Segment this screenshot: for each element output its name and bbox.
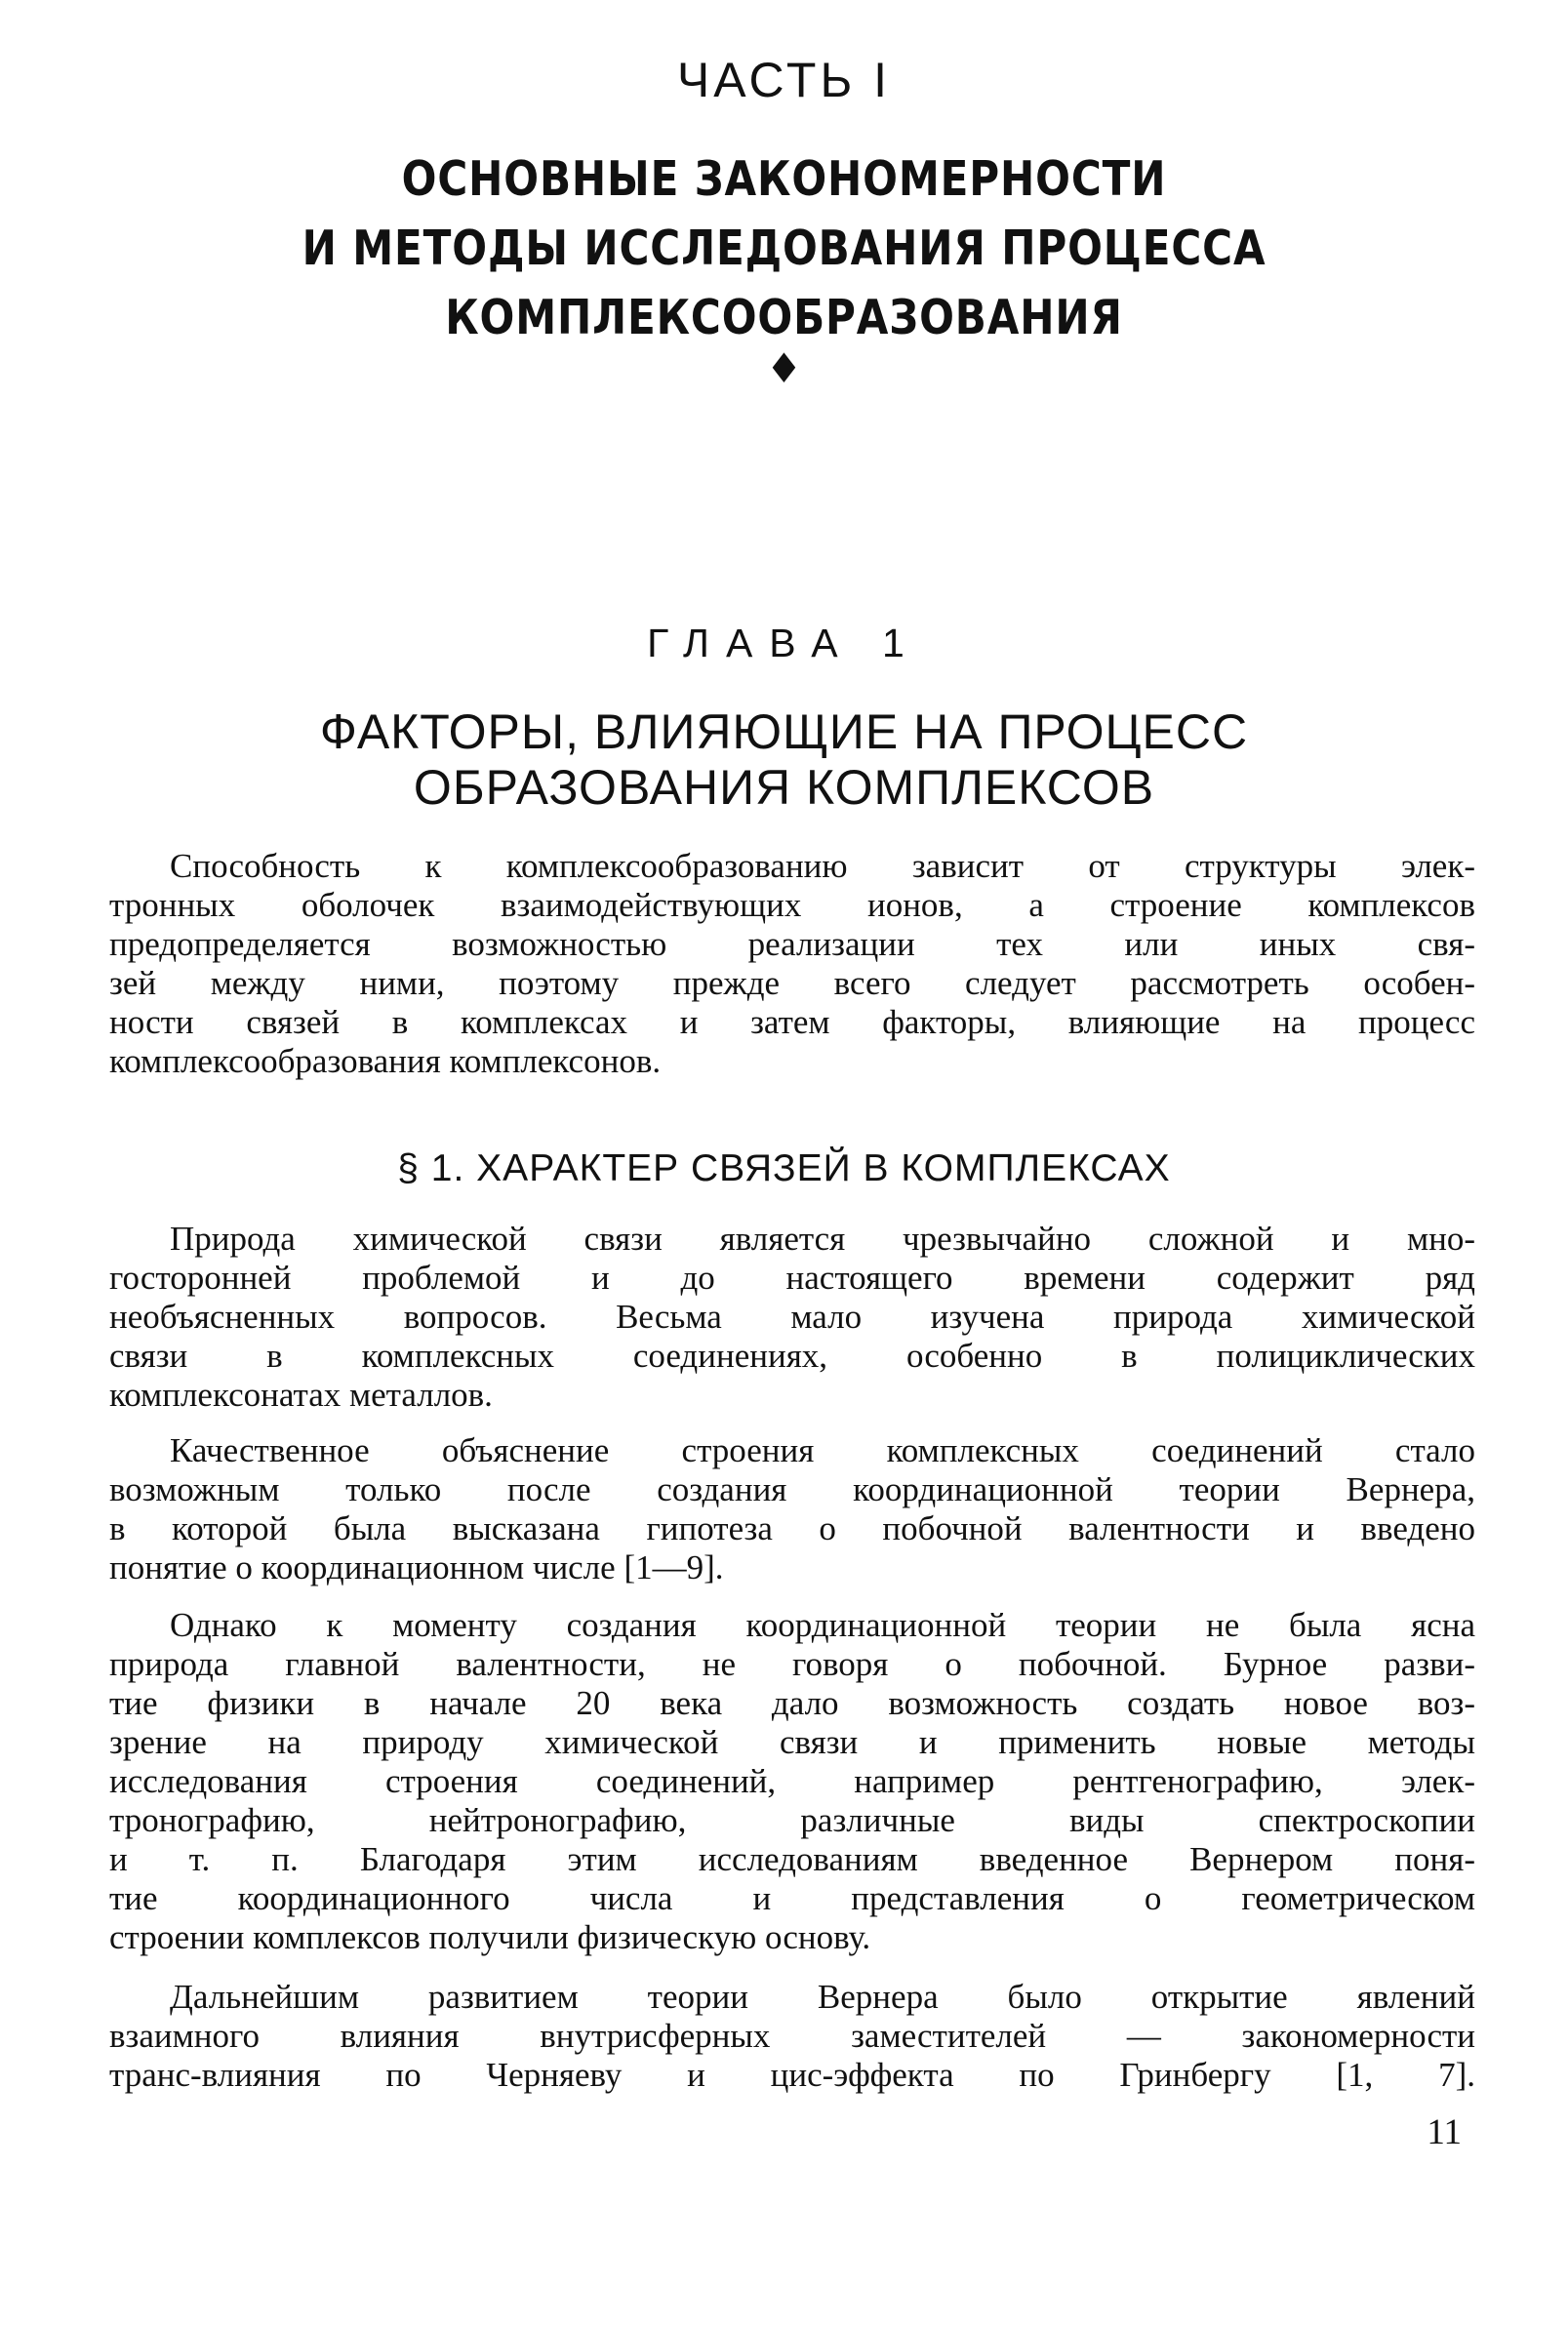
- text-line: госторонней проблемой и до настоящего времени содержит ряд: [109, 1259, 1475, 1297]
- text-line: строении комплексов получили физическую основу.: [109, 1918, 871, 1956]
- text-line: Дальнейшим развитием теории Вернера было открытие явлений: [170, 1978, 1475, 2016]
- intro-paragraph: [109, 847, 1475, 1081]
- chapter-title-line: ФАКТОРЫ, ВЛИЯЮЩИЕ НА ПРОЦЕСС: [319, 704, 1249, 759]
- text-line: комплексонатах металлов.: [109, 1376, 493, 1414]
- chapter-title-line: ОБРАЗОВАНИЯ КОМПЛЕКСОВ: [413, 760, 1155, 815]
- chapter-label: ГЛАВА 1: [647, 621, 921, 665]
- text-line: ности связей в комплексах и затем факторы, влияющие на процесс: [109, 1003, 1475, 1041]
- text-line: Качественное объяснение строения комплексных соединений стало: [170, 1431, 1475, 1469]
- part-title-line: ОСНОВНЫЕ ЗАКОНОМЕРНОСТИ: [401, 151, 1167, 207]
- text-line: в которой была высказана гипотеза о побочной валентности и введено: [109, 1509, 1475, 1547]
- text-line: Способность к комплексообразованию зависит от структуры элек-: [170, 847, 1475, 885]
- body-paragraph: [109, 1220, 1475, 1415]
- text-line: Однако к моменту создания координационной теории не была ясна: [170, 1606, 1475, 1644]
- text-line: комплексообразования комплексонов.: [109, 1042, 662, 1080]
- text-line: Природа химической связи является чрезвычайно сложной и мно-: [170, 1220, 1475, 1258]
- text-line: необъясненных вопросов. Весьма мало изучена природа химической: [109, 1298, 1475, 1336]
- part-label: ЧАСТЬ I: [676, 53, 892, 107]
- page-number: 11: [1427, 2112, 1462, 2152]
- text-line: связи в комплексных соединениях, особенно в полициклических: [109, 1337, 1475, 1375]
- text-line: природа главной валентности, не говоря о побочной. Бурное разви-: [109, 1645, 1475, 1683]
- text-line: предопределяется возможностью реализации тех или иных свя-: [109, 925, 1475, 963]
- diamond-ornament-icon: ♦: [765, 344, 803, 392]
- text-line: тронных оболочек взаимодействующих ионов, а строение комплексов: [109, 886, 1475, 924]
- text-line: тронографию, нейтронографию, различные виды спектроскопии: [109, 1801, 1475, 1839]
- body-paragraph: [109, 1978, 1475, 2095]
- part-title: [109, 144, 1458, 352]
- section-title: § 1. ХАРАКТЕР СВЯЗЕЙ В КОМПЛЕКСАХ: [397, 1147, 1171, 1189]
- chapter-title: [0, 704, 1568, 816]
- text-line: исследования строения соединений, например рентгенографию, элек-: [109, 1762, 1475, 1800]
- text-line: зей между ними, поэтому прежде всего следует рассмотреть особен-: [109, 964, 1475, 1002]
- text-line: и т. п. Благодаря этим исследованиям введенное Вернером поня-: [109, 1840, 1475, 1878]
- text-line: тие физики в начале 20 века дало возможность создать новое воз-: [109, 1684, 1475, 1722]
- text-line: транс-влияния по Черняеву и цис-эффекта по Гринбергу [1, 7].: [109, 2056, 1475, 2094]
- part-title-line: И МЕТОДЫ ИССЛЕДОВАНИЯ ПРОЦЕССА: [302, 221, 1266, 276]
- text-line: тие координационного числа и представления о геометрическом: [109, 1879, 1475, 1917]
- text-line: понятие о координационном числе [1—9].: [109, 1548, 724, 1586]
- text-line: зрение на природу химической связи и применить новые методы: [109, 1723, 1475, 1761]
- body-paragraph: [109, 1606, 1475, 1957]
- text-line: возможным только после создания координационной теории Вернера,: [109, 1470, 1475, 1508]
- text-line: взаимного влияния внутрисферных заместителей — закономерности: [109, 2017, 1475, 2055]
- body-paragraph: [109, 1431, 1475, 1587]
- part-title-line: КОМПЛЕКСООБРАЗОВАНИЯ: [445, 290, 1123, 345]
